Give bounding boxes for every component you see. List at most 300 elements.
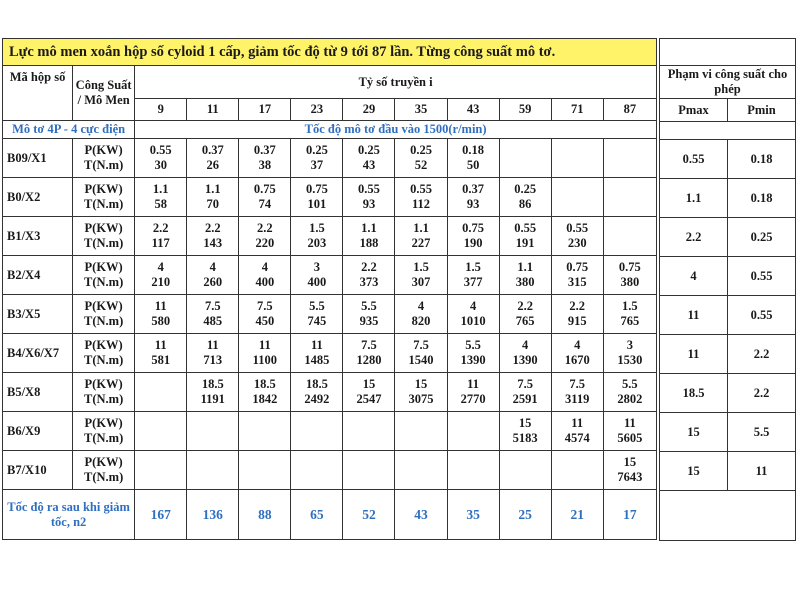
table-row [3,451,657,490]
pmax-cell: 1.1 [660,179,728,218]
value-cell [603,295,656,334]
value-cell [499,334,551,373]
value-cell [343,217,395,256]
side-blank-row [660,122,796,140]
value-cell [551,256,603,295]
power-value: 4 [209,260,216,274]
pmax-cell: 4 [660,257,728,296]
power-value: 18.5 [201,377,224,391]
value-cell [603,256,656,295]
power-value: 4 [469,299,477,313]
output-speed-cell: 167 [135,490,187,540]
power-unit-label: P(KW) [84,455,123,469]
power-value: 0.18 [462,143,485,157]
power-unit-label: P(KW) [84,338,123,352]
output-speed-cell: 35 [447,490,499,540]
power-value: 7.5 [413,338,429,352]
torque-value: 1530 [617,353,643,367]
value-cell [135,139,187,178]
power-value: 3 [626,338,633,352]
value-cell [135,217,187,256]
power-value: 2.2 [517,299,533,313]
ratio-header-cell: 87 [603,99,656,121]
pmin-cell: 2.2 [728,335,796,374]
value-cell [447,334,499,373]
value-cell [499,217,551,256]
pmin-cell: 0.55 [728,257,796,296]
torque-value: 307 [411,275,431,289]
value-cell [135,451,187,490]
value-cell [603,217,656,256]
torque-value: 3075 [408,392,434,406]
torque-value: 315 [567,275,587,289]
power-value: 7.5 [569,377,586,391]
power-value: 11 [467,377,479,391]
torque-value: 26 [206,158,220,172]
value-cell [135,334,187,373]
power-value: 4 [522,338,529,352]
value-cell [135,295,187,334]
output-speed-cell: 21 [551,490,603,540]
power-unit-label: P(KW) [84,143,123,157]
torque-value: 765 [620,314,640,328]
value-cell [291,412,343,451]
torque-value: 117 [151,236,170,250]
ratio-header-cell: 43 [447,99,499,121]
power-value: 15 [623,455,637,469]
power-value: 4 [417,299,425,313]
power-value: 3 [313,260,321,274]
output-speed-cell: 43 [395,490,447,540]
value-cell [603,139,656,178]
value-cell [239,256,291,295]
output-speed-cell: 52 [343,490,395,540]
value-cell [395,373,447,412]
torque-unit-label: T(N.m) [84,392,124,406]
torque-value: 580 [151,314,171,328]
torque-value: 713 [203,353,223,367]
torque-value: 93 [362,197,376,211]
torque-value: 43 [362,158,376,172]
torque-unit-label: T(N.m) [84,470,124,484]
power-unit-label: P(KW) [84,182,123,196]
power-value: 11 [310,338,323,352]
power-value: 2.2 [361,260,377,274]
torque-value: 5183 [512,431,538,445]
value-cell [239,295,291,334]
ratio-header: Tỷ số truyền i [135,66,657,99]
power-value: 0.55 [149,143,172,157]
torque-value: 4574 [564,431,590,445]
torque-value: 485 [203,314,223,328]
table-row [3,295,657,334]
model-cell: B2/X4 [3,256,73,295]
pmin-cell: 2.2 [728,374,796,413]
value-cell [447,295,499,334]
torque-value: 50 [466,158,480,172]
output-speed-cell: 17 [603,490,656,540]
pmax-cell: 15 [660,452,728,491]
output-speed-label: Tốc độ ra sau khi giảm tốc, n2 [3,490,135,540]
power-value: 2.2 [257,221,273,235]
power-value: 5.5 [309,299,325,313]
torque-value: 1540 [408,353,434,367]
power-value: 4 [574,338,581,352]
power-value: 15 [362,377,376,391]
value-cell [395,178,447,217]
unit-label-cell [73,373,135,412]
value-cell [447,373,499,412]
torque-value: 230 [567,236,587,250]
torque-value: 373 [359,275,379,289]
torque-value: 450 [255,314,275,328]
value-cell [187,217,239,256]
range-row [660,218,796,257]
value-cell [291,256,343,295]
range-row [660,413,796,452]
pmax-cell: 15 [660,413,728,452]
torque-unit-label: T(N.m) [84,236,124,250]
range-row [660,296,796,335]
torque-value: 260 [203,275,223,289]
torque-value: 1010 [460,314,486,328]
value-cell [447,412,499,451]
torque-value: 765 [515,314,535,328]
value-cell [551,178,603,217]
power-value: 2.2 [569,299,586,313]
model-header: Mã hộp số [3,66,73,121]
unit-label-cell [73,139,135,178]
torque-value: 2547 [356,392,382,406]
value-cell [447,217,499,256]
torque-value: 1280 [356,353,382,367]
torque-unit-label: T(N.m) [84,353,124,367]
torque-value: 203 [307,236,327,250]
power-unit-label: P(KW) [84,416,123,430]
power-value: 0.25 [305,143,328,157]
torque-value: 3119 [565,392,590,406]
range-row [660,452,796,491]
unit-label-cell [73,256,135,295]
model-cell: B7/X10 [3,451,73,490]
torque-value: 915 [567,314,587,328]
value-cell [395,256,447,295]
pmax-cell: 11 [660,335,728,374]
model-cell: B4/X6/X7 [3,334,73,373]
torque-value: 2591 [512,392,538,406]
value-cell [187,139,239,178]
torque-value: 74 [258,197,272,211]
torque-unit-label: T(N.m) [84,197,124,211]
motor-speed-label: Tốc độ mô tơ đầu vào 1500(r/min) [135,121,657,139]
power-value: 15 [518,416,532,430]
torque-value: 745 [307,314,327,328]
power-value: 18.5 [305,377,328,391]
power-value: 1.1 [413,221,429,235]
power-value: 0.55 [358,182,380,196]
value-cell [291,373,343,412]
value-cell [291,178,343,217]
pmin-cell: 5.5 [728,413,796,452]
torque-unit-label: T(N.m) [84,158,124,172]
power-value: 0.25 [514,182,537,196]
ratio-header-cell: 11 [187,99,239,121]
value-cell [187,334,239,373]
value-cell [343,412,395,451]
value-cell [395,295,447,334]
value-cell [135,178,187,217]
power-torque-header: Công Suất / Mô Men [73,66,135,121]
value-cell [187,373,239,412]
value-cell [135,412,187,451]
value-cell [187,178,239,217]
value-cell [239,217,291,256]
power-value: 11 [206,338,219,352]
torque-value: 38 [258,158,272,172]
value-cell [499,139,551,178]
power-value: 0.75 [618,260,641,274]
value-cell [239,373,291,412]
torque-value: 400 [255,275,275,289]
value-cell [603,334,656,373]
value-cell [499,178,551,217]
torque-value: 86 [518,197,532,211]
torque-value: 37 [310,158,324,172]
value-cell [187,451,239,490]
power-value: 0.55 [514,221,537,235]
value-cell [343,295,395,334]
pmax-header: Pmax [660,99,728,122]
pmin-cell: 11 [728,452,796,491]
power-value: 1.1 [361,221,377,235]
ratio-header-cell: 35 [395,99,447,121]
value-cell [187,295,239,334]
value-cell [343,334,395,373]
torque-unit-label: T(N.m) [84,275,124,289]
model-cell: B09/X1 [3,139,73,178]
pmin-cell: 0.25 [728,218,796,257]
ratio-header-cell: 23 [291,99,343,121]
value-cell [135,256,187,295]
power-value: 11 [154,338,167,352]
value-cell [499,373,551,412]
pmin-header: Pmin [728,99,796,122]
value-cell [447,256,499,295]
pmin-cell: 0.18 [728,140,796,179]
power-value: 0.55 [410,182,432,196]
model-cell: B0/X2 [3,178,73,217]
power-value: 0.75 [253,182,276,196]
value-cell [551,217,603,256]
table-row [3,217,657,256]
value-cell [447,451,499,490]
range-row [660,179,796,218]
torque-value: 7643 [617,470,643,484]
model-cell: B3/X5 [3,295,73,334]
pmax-cell: 11 [660,296,728,335]
ratio-header-cell: 29 [343,99,395,121]
unit-label-cell [73,451,135,490]
table-title: Lực mô men xoắn hộp số cyloid 1 cấp, giảm tốc độ từ 9 tới 87 lần. Từng công suất mô tơ. [3,39,657,66]
pmin-cell: 0.55 [728,296,796,335]
power-value: 1.5 [413,260,429,274]
torque-unit-label: T(N.m) [84,314,124,328]
unit-label-cell [73,412,135,451]
value-cell [187,412,239,451]
torque-table [2,38,657,540]
value-cell [603,412,656,451]
torque-value: 380 [620,275,640,289]
power-value: 7.5 [204,299,221,313]
power-value: 4 [261,260,268,274]
value-cell [395,451,447,490]
power-value: 11 [258,338,271,352]
ratio-header-cell: 71 [551,99,603,121]
torque-value: 112 [411,197,431,211]
value-cell [291,451,343,490]
value-cell [343,256,395,295]
power-value: 7.5 [517,377,533,391]
power-value: 5.5 [465,338,481,352]
torque-value: 190 [463,236,483,250]
torque-value: 101 [307,197,327,211]
power-value: 7.5 [257,299,273,313]
value-cell [499,412,551,451]
range-row [660,257,796,296]
torque-value: 210 [151,275,171,289]
value-cell [551,412,603,451]
power-value: 1.1 [204,182,221,196]
power-value: 11 [154,299,167,313]
table-row [3,373,657,412]
torque-value: 30 [154,158,167,172]
power-value: 1.5 [465,260,481,274]
motor-type-label: Mô tơ 4P - 4 cực điện [3,121,135,139]
value-cell [187,256,239,295]
value-cell [551,334,603,373]
torque-value: 5605 [617,431,643,445]
value-cell [239,334,291,373]
power-value: 1.1 [517,260,533,274]
power-range-table [659,38,796,541]
torque-value: 188 [359,236,379,250]
torque-value: 820 [411,314,431,328]
power-value: 5.5 [622,377,638,391]
value-cell [447,178,499,217]
value-cell [291,334,343,373]
table-row [3,256,657,295]
power-unit-label: P(KW) [84,299,123,313]
torque-value: 93 [466,197,480,211]
value-cell [395,139,447,178]
value-cell [551,139,603,178]
output-speed-cell: 65 [291,490,343,540]
power-value: 18.5 [253,377,276,391]
value-cell [551,451,603,490]
torque-value: 1485 [304,353,330,367]
torque-unit-label: T(N.m) [84,431,124,445]
power-value: 0.75 [566,260,589,274]
power-value: 2.2 [204,221,221,235]
power-value: 15 [414,377,428,391]
torque-value: 227 [411,236,431,250]
output-speed-cell: 25 [499,490,551,540]
unit-label-cell [73,295,135,334]
torque-value: 1842 [252,392,278,406]
power-value: 1.5 [309,221,325,235]
table-row [3,412,657,451]
value-cell [551,373,603,412]
value-cell [343,373,395,412]
torque-value: 52 [414,158,428,172]
power-value: 2.2 [152,221,169,235]
value-cell [239,451,291,490]
range-header: Phạm vi công suất cho phép [660,66,796,99]
power-value: 0.25 [410,143,432,157]
value-cell [499,451,551,490]
torque-value: 220 [255,236,275,250]
torque-value: 70 [206,197,220,211]
power-value: 7.5 [361,338,377,352]
pmax-cell: 18.5 [660,374,728,413]
value-cell [395,217,447,256]
ratio-header-cell: 59 [499,99,551,121]
value-cell [343,178,395,217]
ratio-header-cell: 9 [135,99,187,121]
power-value: 11 [623,416,636,430]
value-cell [603,451,656,490]
value-cell [395,412,447,451]
output-speed-cell: 88 [239,490,291,540]
torque-value: 1390 [512,353,538,367]
torque-value: 2492 [304,392,330,406]
table-row [3,139,657,178]
value-cell [291,217,343,256]
torque-value: 143 [203,236,223,250]
output-speed-cell: 136 [187,490,239,540]
ratio-header-cell: 17 [239,99,291,121]
pmin-cell: 0.18 [728,179,796,218]
value-cell [239,178,291,217]
value-cell [239,412,291,451]
pmax-cell: 0.55 [660,140,728,179]
torque-value: 1191 [200,392,225,406]
value-cell [343,451,395,490]
torque-value: 191 [515,236,535,250]
torque-value: 58 [154,197,167,211]
unit-label-cell [73,217,135,256]
range-row [660,374,796,413]
side-blank-top [660,39,796,66]
value-cell [499,295,551,334]
torque-value: 935 [359,314,379,328]
value-cell [395,334,447,373]
torque-value: 581 [151,353,171,367]
unit-label-cell [73,334,135,373]
value-cell [343,139,395,178]
value-cell [291,295,343,334]
model-cell: B5/X8 [3,373,73,412]
power-value: 1.1 [152,182,169,196]
value-cell [499,256,551,295]
power-value: 0.55 [566,221,589,235]
torque-value: 1100 [252,353,277,367]
power-value: 0.25 [358,143,380,157]
torque-value: 1670 [564,353,590,367]
unit-label-cell [73,178,135,217]
power-value: 0.37 [462,182,485,196]
value-cell [135,373,187,412]
